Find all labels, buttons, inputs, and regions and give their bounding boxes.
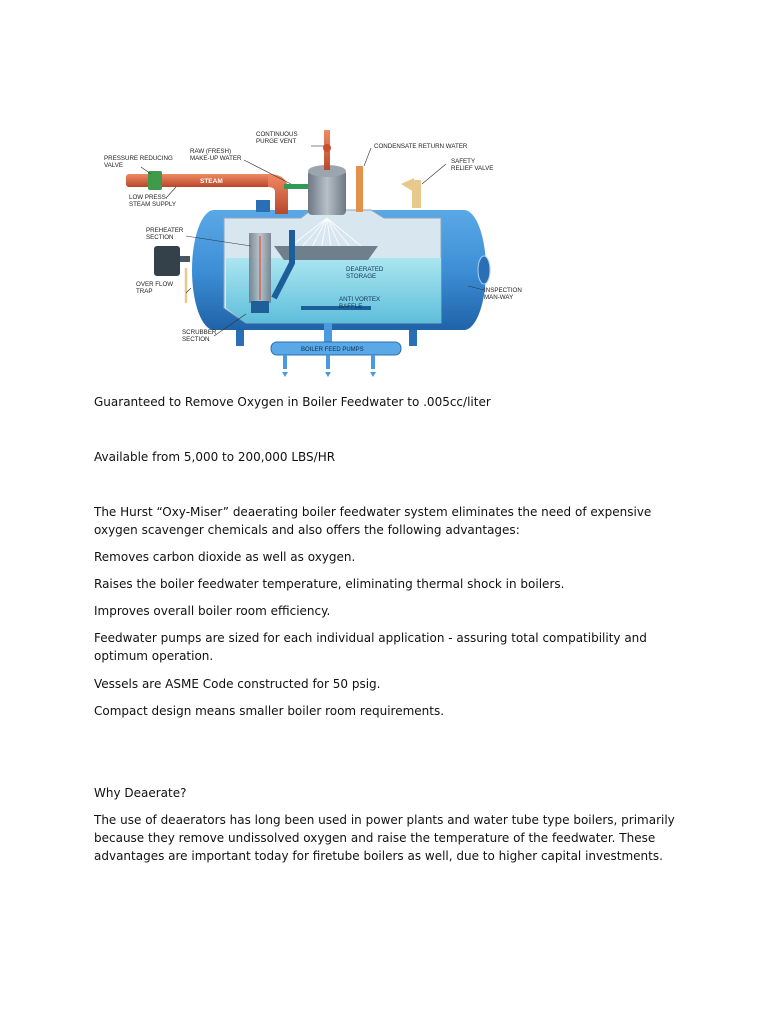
label-raw-makeup-water-1: RAW (FRESH)	[190, 148, 232, 155]
why-body: The use of deaerators has long been used in power plants and water tube type boilers, primarily because they remove undissolved oxygen and raise the temperature of the feedwater. These advantages are important today for firetube boilers as well, due to higher capital investments.	[94, 813, 675, 863]
label-continuous-purge-vent-2: PURGE VENT	[256, 138, 297, 145]
label-scrubber-section-1: SCRUBBER	[182, 329, 217, 336]
safety-relief-valve	[401, 178, 421, 208]
deaerator-illustration	[96, 118, 536, 383]
advantage-item: Improves overall boiler room efficiency.	[94, 604, 331, 618]
label-pressure-reducing-valve-2: VALVE	[104, 162, 124, 169]
headline: Guaranteed to Remove Oxygen in Boiler Feedwater to .005cc/liter	[94, 395, 491, 409]
availability: Available from 5,000 to 200,000 LBS/HR	[94, 450, 336, 464]
overflow-trap	[154, 246, 190, 303]
label-safety-relief-valve-1: SAFETY	[451, 158, 476, 165]
label-low-press-steam-supply-2: STEAM SUPPLY	[129, 201, 176, 208]
why-heading: Why Deaerate?	[94, 786, 187, 800]
label-inspection-manway-2: MAN-WAY	[484, 294, 514, 301]
label-continuous-purge-vent-1: CONTINUOUS	[256, 131, 298, 138]
label-condensate-return-water: CONDENSATE RETURN WATER	[374, 143, 468, 150]
condensate-pipe	[356, 166, 363, 212]
label-low-press-steam-supply-1: LOW PRESS.	[129, 194, 168, 201]
pressure-reducing-valve	[148, 171, 162, 190]
intro-paragraph: The Hurst “Oxy-Miser” deaerating boiler feedwater system eliminates the need of expensive oxygen scavenger chemicals and also offers the following advantages:	[94, 505, 652, 537]
label-pressure-reducing-valve-1: PRESSURE REDUCING	[104, 155, 173, 162]
label-anti-vortex-baffle-1: ANTI VORTEX	[339, 296, 381, 303]
label-safety-relief-valve-2: RELIEF VALVE	[451, 165, 494, 172]
label-deaerated-storage-2: STORAGE	[346, 273, 377, 280]
label-overflow-trap-1: OVER FLOW	[136, 281, 174, 288]
label-scrubber-section-2: SECTION	[182, 336, 210, 343]
preheater-tubes	[249, 233, 271, 313]
label-inspection-manway-1: INSPECTION	[484, 287, 522, 294]
label-preheater-section-2: SECTION	[146, 234, 174, 241]
makeup-water-pipe	[284, 184, 308, 189]
advantage-item: Raises the boiler feedwater temperature, eliminating thermal shock in boilers.	[94, 577, 565, 591]
label-anti-vortex-baffle-2: BAFFLE	[339, 303, 363, 310]
deaerator-diagram	[96, 118, 536, 383]
inspection-manway	[478, 256, 490, 284]
advantage-item: Feedwater pumps are sized for each individual application - assuring total compatibility and optimum operation.	[94, 631, 647, 663]
label-boiler-feed-pumps: BOILER FEED PUMPS	[301, 347, 364, 353]
label-steam: STEAM	[200, 178, 223, 185]
label-deaerated-storage-1: DEAERATED	[346, 266, 384, 273]
label-raw-makeup-water-2: MAKE-UP WATER	[190, 155, 242, 162]
label-overflow-trap-2: TRAP	[136, 288, 153, 295]
advantage-item: Compact design means smaller boiler room requirements.	[94, 704, 445, 718]
advantage-item: Vessels are ASME Code constructed for 50 psig.	[94, 677, 381, 691]
label-preheater-section-1: PREHEATER	[146, 227, 184, 234]
advantage-item: Removes carbon dioxide as well as oxygen.	[94, 550, 356, 564]
